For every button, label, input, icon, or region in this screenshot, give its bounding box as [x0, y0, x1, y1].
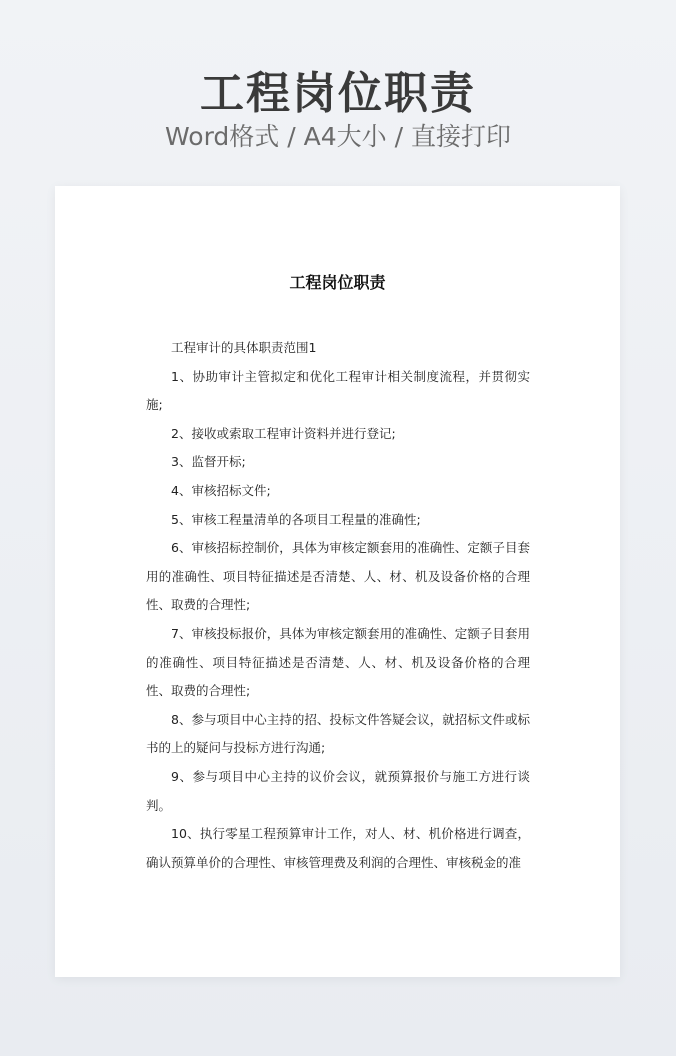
- duty-item: 9、参与项目中心主持的议价会议，就预算报价与施工方进行谈判。: [146, 768, 530, 813]
- duty-item: 8、参与项目中心主持的招、投标文件答疑会议，就招标文件或标书的上的疑问与投标方进行沟通;: [146, 711, 530, 756]
- duty-item: 7、审核投标报价，具体为审核定额套用的准确性、定额子目套用的准确性、项目特征描述是否清楚、人、材、机及设备价格的合理性、取费的合理性;: [146, 625, 530, 699]
- duty-item: 3、监督开标;: [171, 454, 246, 470]
- duty-item: 4、审核招标文件;: [171, 482, 271, 498]
- duty-item: 5、审核工程量清单的各项目工程量的准确性;: [171, 511, 421, 527]
- section-heading: 工程审计的具体职责范围1: [171, 340, 317, 355]
- duty-item: 2、接收或索取工程审计资料并进行登记;: [171, 425, 396, 441]
- duty-item: 6、审核招标控制价，具体为审核定额套用的准确性、定额子目套用的准确性、项目特征描述是否清楚、人、材、机及设备价格的合理性、取费的合理性;: [146, 540, 530, 613]
- document-body: [146, 334, 530, 877]
- duty-item: 10、执行零星工程预算审计工作，对人、材、机价格进行调查，确认预算单价的合理性、审核管理费及利润的合理性、审核税金的准: [146, 826, 530, 870]
- banner-subtitle: Word格式 / A4大小 / 直接打印: [165, 122, 511, 151]
- document-page: [55, 186, 620, 977]
- banner-title: 工程岗位职责: [200, 68, 476, 119]
- document-title: 工程岗位职责: [289, 273, 386, 292]
- duty-item: 1、协助审计主管拟定和优化工程审计相关制度流程，并贯彻实施;: [146, 368, 530, 413]
